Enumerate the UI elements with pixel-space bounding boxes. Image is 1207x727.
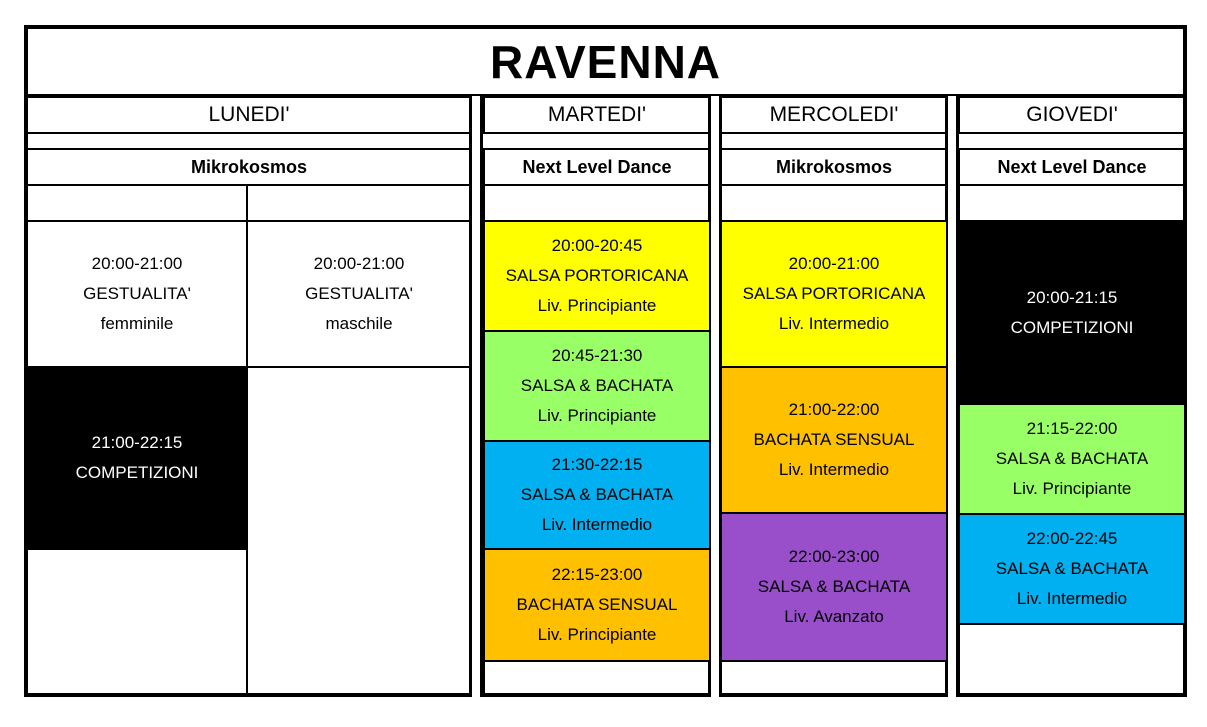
slot-level: Liv. Intermedio [778,314,890,333]
slot-time: 20:00-21:15 [1026,287,1118,307]
day-header-mercoledi: MERCOLEDI' [720,96,948,134]
slot-level: Liv. Principiante [1012,479,1132,498]
slot-time: 20:00-21:00 [91,254,183,273]
day-header-martedi: MARTEDI' [483,96,711,134]
slot-time: 22:00-22:45 [1026,529,1118,548]
slot-course: SALSA & BACHATA [520,376,674,395]
class-slot [483,440,711,550]
empty-cell [483,660,711,697]
page-title: RAVENNA [489,36,722,88]
spacer-cell [246,184,472,222]
slot-course: COMPETIZIONI [1010,317,1134,337]
class-slot [720,220,948,368]
slot-course: GESTUALITA' [305,284,413,303]
class-slot [246,220,472,368]
slot-time: 20:00-21:00 [313,254,405,273]
class-slot [958,220,1186,405]
class-slot [26,220,248,368]
slot-course: BACHATA SENSUAL [753,430,915,449]
slot-level: Liv. Avanzato [784,607,884,626]
slot-course: SALSA PORTORICANA [742,284,926,303]
slot-level: Liv. Principiante [537,625,657,644]
slot-time: 21:30-22:15 [551,455,643,474]
slot-time: 20:00-20:45 [551,236,643,255]
spacer-cell [26,184,248,222]
day-header-lunedi: LUNEDI' [26,96,472,134]
slot-time: 22:00-23:00 [788,547,880,566]
slot-course: BACHATA SENSUAL [516,595,678,614]
class-slot [483,548,711,662]
school-header-lunedi: Mikrokosmos [26,148,472,186]
slot-time: 21:00-22:00 [788,400,880,419]
slot-level: Liv. Principiante [537,296,657,315]
empty-cell [958,623,1186,697]
class-slot [483,330,711,442]
spacer-cell [483,184,711,222]
slot-level: femminile [100,314,174,333]
slot-course: SALSA & BACHATA [995,449,1149,468]
slot-course: SALSA PORTORICANA [505,266,689,285]
slot-course: GESTUALITA' [83,284,191,303]
slot-time: 20:45-21:30 [551,346,643,365]
school-header-martedi: Next Level Dance [483,148,711,186]
slot-course: SALSA & BACHATA [995,559,1149,578]
class-slot [720,512,948,662]
slot-time: 22:15-23:00 [551,565,643,584]
class-slot [958,403,1186,515]
empty-cell [26,548,248,697]
slot-time: 21:00-22:15 [91,433,183,452]
empty-cell [720,660,948,697]
slot-level: Liv. Intermedio [541,515,653,534]
class-slot [483,220,711,332]
slot-level: Liv. Principiante [537,406,657,425]
slot-level: maschile [325,314,393,333]
slot-course: COMPETIZIONI [75,463,199,482]
slot-time: 20:00-21:00 [788,254,880,273]
class-slot [720,366,948,514]
spacer-cell [720,184,948,222]
school-header-giovedi: Next Level Dance [958,148,1186,186]
day-header-giovedi: GIOVEDI' [958,96,1186,134]
class-slot [958,513,1186,625]
slot-course: SALSA & BACHATA [757,577,911,596]
class-slot [26,366,248,550]
spacer-cell [958,184,1186,222]
slot-time: 21:15-22:00 [1026,419,1118,438]
slot-course: SALSA & BACHATA [520,485,674,504]
empty-cell [246,366,472,697]
slot-level: Liv. Intermedio [1016,589,1128,608]
school-header-mercoledi: Mikrokosmos [720,148,948,186]
slot-level: Liv. Intermedio [778,460,890,479]
